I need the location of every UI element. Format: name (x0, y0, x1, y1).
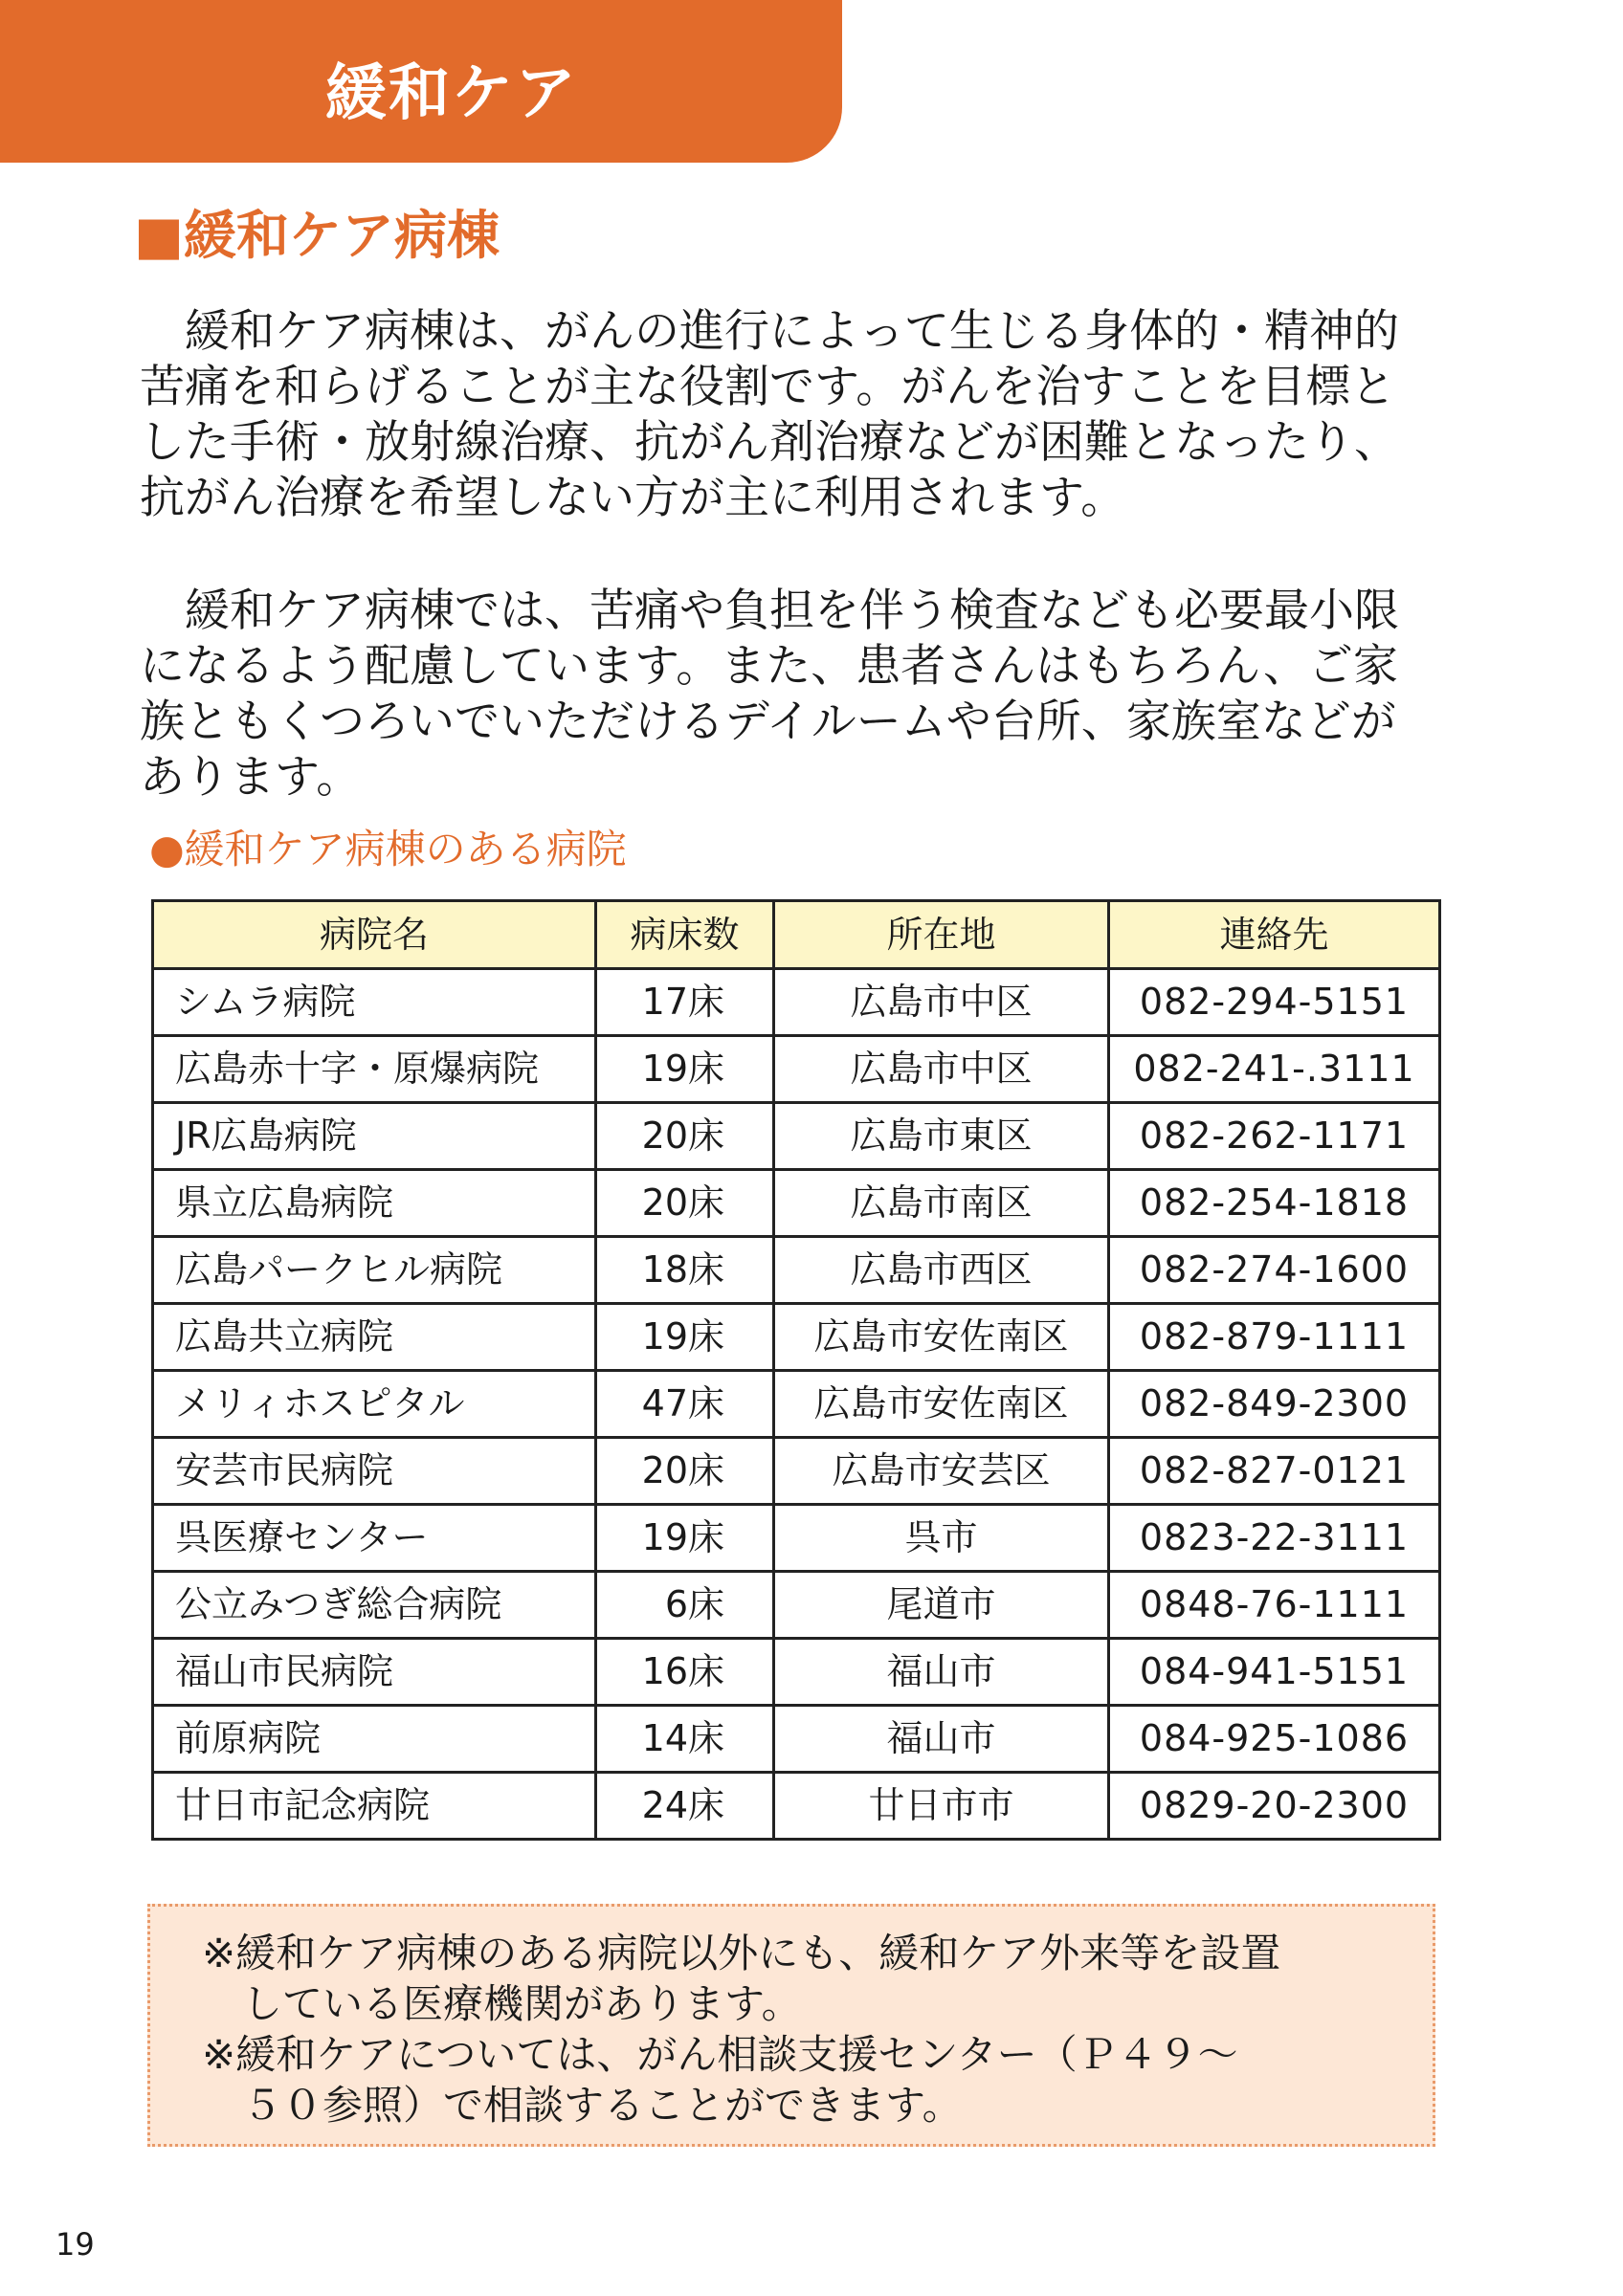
hospital-name-cell: シムラ病院 (153, 969, 596, 1036)
hospital-name-cell: 県立広島病院 (153, 1170, 596, 1237)
bed-count-cell: 19床 (596, 1505, 774, 1572)
hospital-name-cell: 廿日市記念病院 (153, 1773, 596, 1840)
paragraph-line: 緩和ケア病棟では、苦痛や負担を伴う検査なども必要最小限 (140, 585, 1399, 637)
phone-cell: 0823-22-3111 (1109, 1505, 1440, 1572)
note-line: ※緩和ケア病棟のある病院以外にも、緩和ケア外来等を設置 (202, 1930, 1281, 1976)
table-row (153, 1237, 1440, 1304)
bed-count-cell: 47床 (596, 1371, 774, 1438)
page-title: 緩和ケア (325, 58, 578, 129)
section-heading: ■緩和ケア病棟 (134, 205, 500, 266)
phone-cell: 082-274-1600 (1109, 1237, 1440, 1304)
hospital-name-cell: 広島共立病院 (153, 1304, 596, 1371)
bed-count-cell: 20床 (596, 1438, 774, 1505)
paragraph-line: あります。 (140, 751, 362, 804)
page-number: 19 (56, 2226, 95, 2263)
table-row (153, 1036, 1440, 1103)
header-tab (0, 0, 842, 163)
bed-count-cell: 24床 (596, 1773, 774, 1840)
phone-cell: 082-827-0121 (1109, 1438, 1440, 1505)
location-cell: 広島市中区 (774, 1036, 1109, 1103)
header-contact: 連絡先 (1109, 901, 1440, 969)
bed-count-cell: 14床 (596, 1706, 774, 1773)
location-cell: 広島市安佐南区 (774, 1371, 1109, 1438)
bed-count-cell: 20床 (596, 1103, 774, 1170)
intro-paragraph (140, 304, 1460, 526)
note-text (202, 1928, 1408, 2130)
phone-cell: 0829-20-2300 (1109, 1773, 1440, 1840)
location-cell: 広島市安芸区 (774, 1438, 1109, 1505)
table-row (153, 1505, 1440, 1572)
hospital-name-cell: 広島パークヒル病院 (153, 1237, 596, 1304)
paragraph-line: 緩和ケア病棟は、がんの進行によって生じる身体的・精神的 (140, 305, 1399, 358)
hospital-name-cell: 前原病院 (153, 1706, 596, 1773)
paragraph-line: 抗がん治療を希望しない方が主に利用されます。 (140, 472, 1126, 524)
location-cell: 呉市 (774, 1505, 1109, 1572)
location-cell: 広島市東区 (774, 1103, 1109, 1170)
table-row (153, 1706, 1440, 1773)
location-cell: 尾道市 (774, 1572, 1109, 1639)
table-row (153, 1639, 1440, 1706)
header-hospital-name: 病院名 (153, 901, 596, 969)
note-line: している医療機関があります。 (242, 1980, 802, 2027)
phone-cell: 082-254-1818 (1109, 1170, 1440, 1237)
phone-cell: 0848-76-1111 (1109, 1572, 1440, 1639)
bed-count-cell: 18床 (596, 1237, 774, 1304)
note-line: ※緩和ケアについては、がん相談支援センター（Ｐ４９～ (202, 2031, 1238, 2078)
hospital-list-heading: ●緩和ケア病棟のある病院 (149, 826, 627, 872)
table-row (153, 1438, 1440, 1505)
hospital-name-cell: 公立みつぎ総合病院 (153, 1572, 596, 1639)
facilities-paragraph (140, 584, 1460, 806)
note-box (147, 1904, 1435, 2147)
bed-count-cell: 19床 (596, 1304, 774, 1371)
hospital-table (151, 899, 1441, 1841)
hospital-name-cell: 安芸市民病院 (153, 1438, 596, 1505)
phone-cell: 082-879-1111 (1109, 1304, 1440, 1371)
location-cell: 広島市南区 (774, 1170, 1109, 1237)
location-cell: 廿日市市 (774, 1773, 1109, 1840)
paragraph-line: になるよう配慮しています。また、患者さんはもちろん、ご家 (140, 640, 1399, 693)
bed-count-cell: 6床 (596, 1572, 774, 1639)
location-cell: 広島市西区 (774, 1237, 1109, 1304)
table-row (153, 1371, 1440, 1438)
hospital-name-cell: 福山市民病院 (153, 1639, 596, 1706)
paragraph-line: 族ともくつろいでいただけるデイルームや台所、家族室などが (140, 695, 1396, 748)
bed-count-cell: 16床 (596, 1639, 774, 1706)
phone-cell: 082-849-2300 (1109, 1371, 1440, 1438)
phone-cell: 082-241-.3111 (1109, 1036, 1440, 1103)
bed-count-cell: 19床 (596, 1036, 774, 1103)
phone-cell: 082-294-5151 (1109, 969, 1440, 1036)
hospital-name-cell: 呉医療センター (153, 1505, 596, 1572)
header-location: 所在地 (774, 901, 1109, 969)
table-row (153, 1773, 1440, 1840)
note-line: ５０参照）で相談することができます。 (242, 2082, 963, 2129)
table-row (153, 1103, 1440, 1170)
bed-count-cell: 17床 (596, 969, 774, 1036)
table-row (153, 1572, 1440, 1639)
phone-cell: 082-262-1171 (1109, 1103, 1440, 1170)
paragraph-line: 苦痛を和らげることが主な役割です。がんを治すことを目標と (140, 361, 1396, 413)
bed-count-cell: 20床 (596, 1170, 774, 1237)
phone-cell: 084-925-1086 (1109, 1706, 1440, 1773)
location-cell: 福山市 (774, 1639, 1109, 1706)
hospital-name-cell: 広島赤十字・原爆病院 (153, 1036, 596, 1103)
hospital-name-cell: JR広島病院 (153, 1103, 596, 1170)
hospital-name-cell: メリィホスピタル (153, 1371, 596, 1438)
phone-cell: 084-941-5151 (1109, 1639, 1440, 1706)
paragraph-line: した手術・放射線治療、抗がん剤治療などが困難となったり、 (140, 416, 1399, 469)
location-cell: 福山市 (774, 1706, 1109, 1773)
header-bed-count: 病床数 (596, 901, 774, 969)
table-row (153, 1304, 1440, 1371)
location-cell: 広島市中区 (774, 969, 1109, 1036)
table-row (153, 1170, 1440, 1237)
table-header-row (153, 901, 1440, 969)
location-cell: 広島市安佐南区 (774, 1304, 1109, 1371)
table-row (153, 969, 1440, 1036)
